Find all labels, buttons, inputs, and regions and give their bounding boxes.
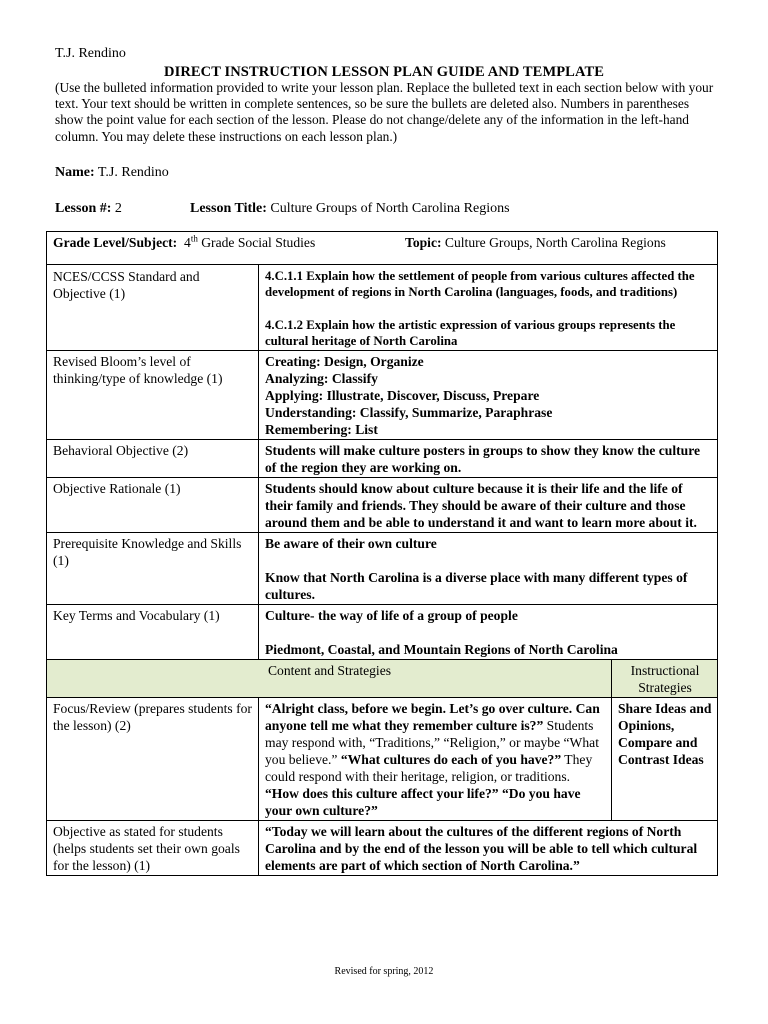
vocab-label: Key Terms and Vocabulary (1) (47, 605, 259, 660)
topic-label: Topic: (405, 235, 442, 250)
lesson-title-label: Lesson Title: (190, 201, 267, 216)
lesson-number-value: 2 (114, 201, 122, 216)
prereq-paragraph-1: Be aware of their own culture (265, 536, 437, 551)
name-field (55, 165, 169, 181)
prereq-label: Prerequisite Knowledge and Skills (1) (47, 533, 259, 605)
instructional-strategies-header: Instructional Strategies (612, 660, 718, 698)
grade-topic-row (47, 232, 718, 265)
standard-label: NCES/CCSS Standard and Objective (1) (47, 265, 259, 351)
focus-question-2: “What cultures do each of you have?” (340, 752, 562, 767)
vocab-content (259, 605, 718, 660)
rationale-content: Students should know about culture because it is their life and the life of their family and friends. They should be aware of their culture and those around them and be able to understand it and want to learn more about it. (259, 478, 718, 533)
grade-number: 4 (184, 235, 191, 250)
section-header-row (47, 660, 718, 698)
document-title: DIRECT INSTRUCTION LESSON PLAN GUIDE AND TEMPLATE (164, 64, 604, 80)
focus-question-3: “How does this culture affect your life?” “Do you have your own culture?” (265, 786, 581, 818)
objective-content: “Today we will learn about the cultures of the different regions of North Carolina and by the end of the lesson you will be able to tell which cultural elements are part of which section of North Carolina.” (259, 821, 718, 876)
behavioral-row (47, 440, 718, 478)
focus-question-1: “Alright class, before we begin. Let’s go over culture. Can anyone tell me what they remember culture is?” (265, 701, 600, 733)
rationale-label: Objective Rationale (1) (47, 478, 259, 533)
behavioral-content: Students will make culture posters in groups to show they know the culture of the region they are working on. (259, 440, 718, 478)
standard-paragraph-1: 4.C.1.1 Explain how the settlement of people from various cultures affected the development of regions in North Carolina (languages, foods, and traditions) (265, 269, 695, 299)
bloom-line: Analyzing: Classify (265, 371, 378, 386)
bloom-line: Creating: Design, Organize (265, 354, 424, 369)
name-value: T.J. Rendino (97, 165, 169, 180)
bloom-label: Revised Bloom’s level of thinking/type of knowledge (1) (47, 351, 259, 440)
grade-topic-cell (47, 232, 718, 265)
bloom-row (47, 351, 718, 440)
focus-response-2: They could respond with their heritage, religion, or traditions. (265, 752, 593, 784)
author-name: T.J. Rendino (55, 46, 126, 61)
focus-strategies: Share Ideas and Opinions, Compare and Contrast Ideas (612, 698, 718, 821)
behavioral-label: Behavioral Objective (2) (47, 440, 259, 478)
name-label: Name: (55, 165, 95, 180)
content-strategies-header: Content and Strategies (47, 660, 612, 698)
bloom-content (259, 351, 718, 440)
grade-suffix: th (190, 233, 198, 244)
prereq-paragraph-2: Know that North Carolina is a diverse place with many different types of cultures. (265, 570, 688, 602)
lesson-field (55, 201, 715, 217)
vocab-row (47, 605, 718, 660)
objective-label: Objective as stated for students (helps students set their own goals for the lesson) (1) (47, 821, 259, 876)
standard-content (259, 265, 718, 351)
topic-value: Culture Groups, North Carolina Regions (444, 235, 666, 250)
lesson-number-label: Lesson #: (55, 201, 112, 216)
bloom-line: Understanding: Classify, Summarize, Paraphrase (265, 405, 553, 420)
focus-content (259, 698, 612, 821)
lesson-plan-table (46, 231, 718, 876)
standard-paragraph-2: 4.C.1.2 Explain how the artistic expression of various groups represents the cultural heritage of North Carolina (265, 318, 676, 348)
focus-response-1: Students may respond with, “Traditions,” “Religion,” or maybe “What you believe.” (265, 718, 599, 767)
bloom-line: Remembering: List (265, 422, 378, 437)
instructions-paragraph: (Use the bulleted information provided to write your lesson plan. Replace the bulleted text in each section below with your text. Your text should be written in complete sentences, so be sure the bullets are deleted also. Numbers in parentheses show the point value for each section of the lesson. Please do not change/delete any of the information in the left-hand column. You may delete these instructions on each lesson plan.) (55, 80, 714, 144)
grade-value: Grade Social Studies (201, 235, 316, 250)
grade-label: Grade Level/Subject: (53, 235, 178, 250)
lesson-title-value: Culture Groups of North Carolina Regions (270, 201, 510, 216)
prereq-content (259, 533, 718, 605)
page-footer: Revised for spring, 2012 (334, 966, 434, 977)
focus-label: Focus/Review (prepares students for the lesson) (2) (47, 698, 259, 821)
rationale-row (47, 478, 718, 533)
vocab-paragraph-2: Piedmont, Coastal, and Mountain Regions of North Carolina (265, 642, 618, 657)
standard-row (47, 265, 718, 351)
focus-row (47, 698, 718, 821)
objective-row (47, 821, 718, 876)
vocab-paragraph-1: Culture- the way of life of a group of people (265, 608, 518, 623)
prereq-row (47, 533, 718, 605)
bloom-line: Applying: Illustrate, Discover, Discuss, Prepare (265, 388, 540, 403)
